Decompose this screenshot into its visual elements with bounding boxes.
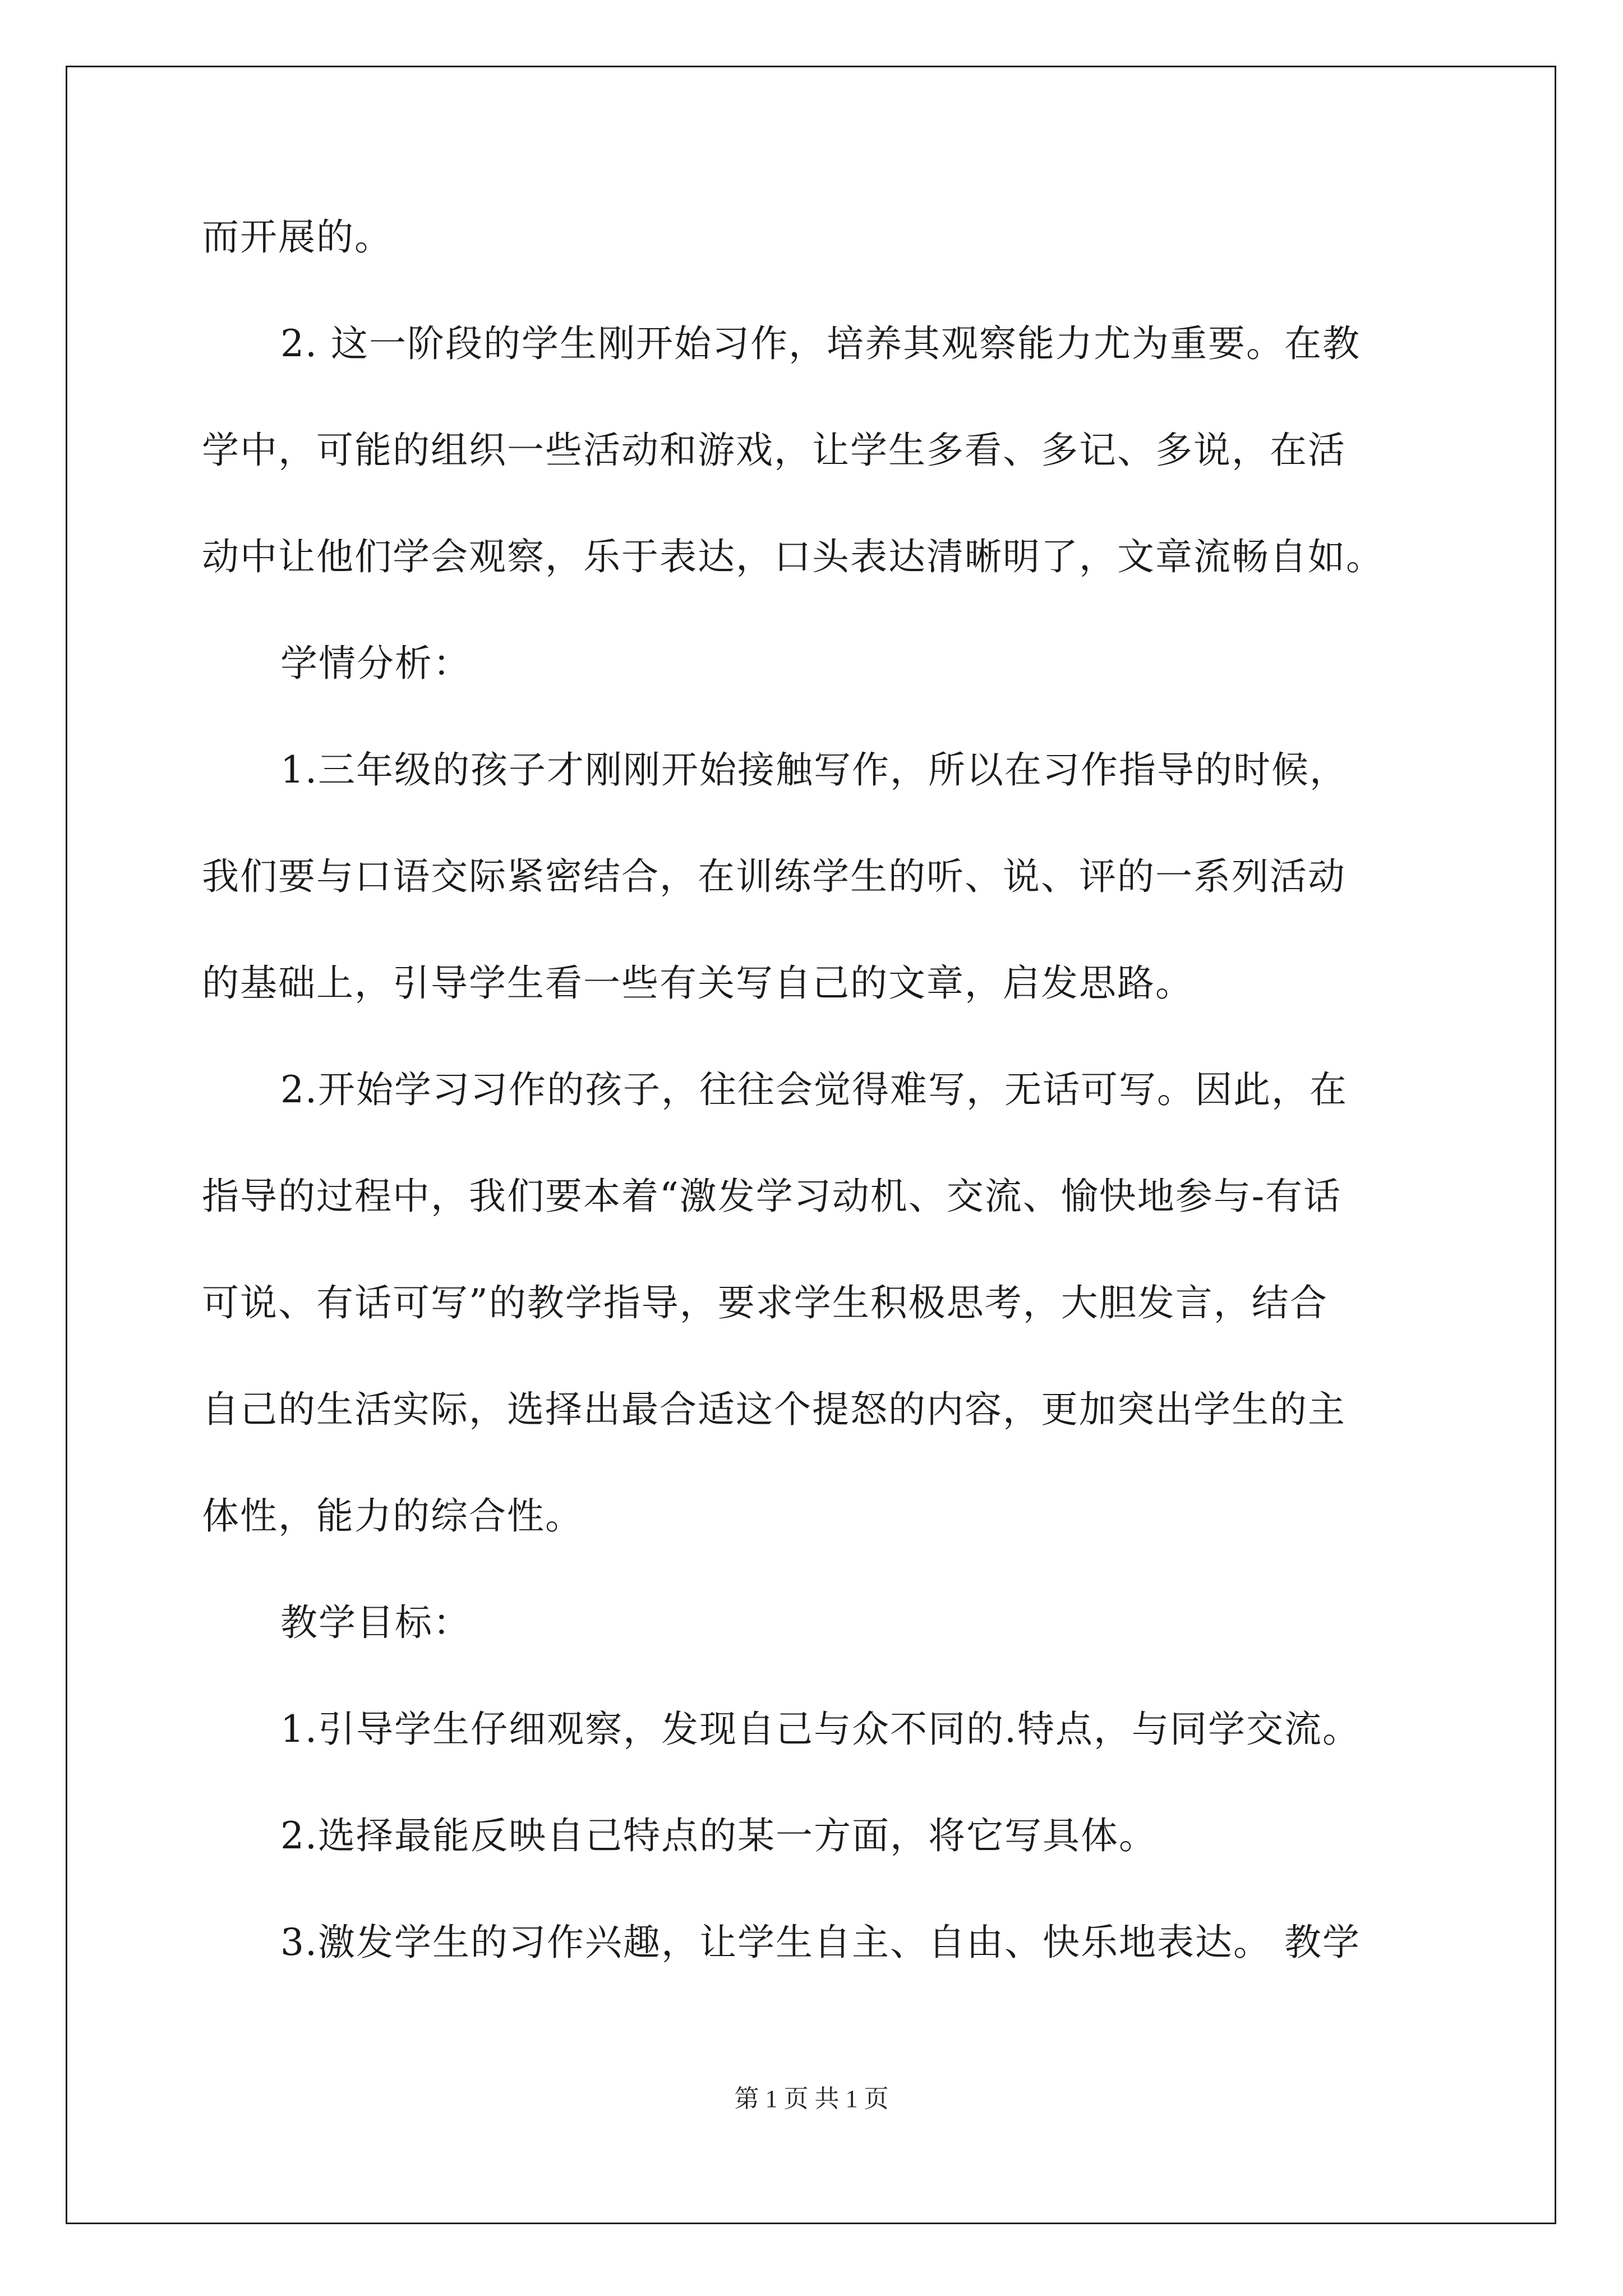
section-heading-analysis: 学情分析： bbox=[280, 642, 471, 685]
text-line-6: 1.三年级的孩子才刚刚开始接触写作，所以在习作指导的时候， bbox=[280, 748, 1348, 792]
text-line-12: 自己的生活实际，选择出最合适这个提怒的内容，更加突出学生的主 bbox=[202, 1388, 1346, 1431]
text-line-10: 指导的过程中，我们要本着“激发学习动机、交流、愉快地参与-有话 bbox=[202, 1175, 1342, 1218]
text-line-8: 的基础上，引导学生看一些有关写自己的文章，启发思路。 bbox=[202, 961, 1193, 1005]
text-line-13: 体性，能力的综合性。 bbox=[202, 1494, 583, 1538]
text-line-1: 而开展的。 bbox=[202, 215, 393, 259]
text-line-11: 可说、有话可写”的教学指导，要求学生积极思考，大胆发言，结合 bbox=[202, 1281, 1328, 1324]
text-line-3: 学中，可能的组织一些活动和游戏，让学生多看、多记、多说，在活 bbox=[202, 429, 1346, 472]
text-line-16: 2.选择最能反映自己特点的某一方面，将它写具体。 bbox=[280, 1814, 1157, 1857]
text-line-2: 2. 这一阶段的学生刚开始习作，培养其观察能力尤为重要。在教 bbox=[280, 322, 1361, 365]
text-line-4: 动中让他们学会观察，乐于表达，口头表达清晰明了，文章流畅自如。 bbox=[202, 535, 1384, 578]
text-line-15: 1.引导学生仔细观察，发现自己与众不同的.特点，与同学交流。 bbox=[280, 1708, 1361, 1751]
page-number-footer: 第 1 页 共 1 页 bbox=[734, 2085, 889, 2113]
text-line-9: 2.开始学习习作的孩子，往往会觉得难写，无话可写。因此，在 bbox=[280, 1068, 1348, 1111]
text-line-17: 3.激发学生的习作兴趣，让学生自主、自由、快乐地表达。 教学 bbox=[280, 1921, 1361, 1964]
page-border bbox=[66, 66, 1556, 2224]
section-heading-objectives: 教学目标： bbox=[280, 1601, 471, 1644]
text-line-7: 我们要与口语交际紧密结合，在训练学生的听、说、评的一系列活动 bbox=[202, 855, 1346, 898]
